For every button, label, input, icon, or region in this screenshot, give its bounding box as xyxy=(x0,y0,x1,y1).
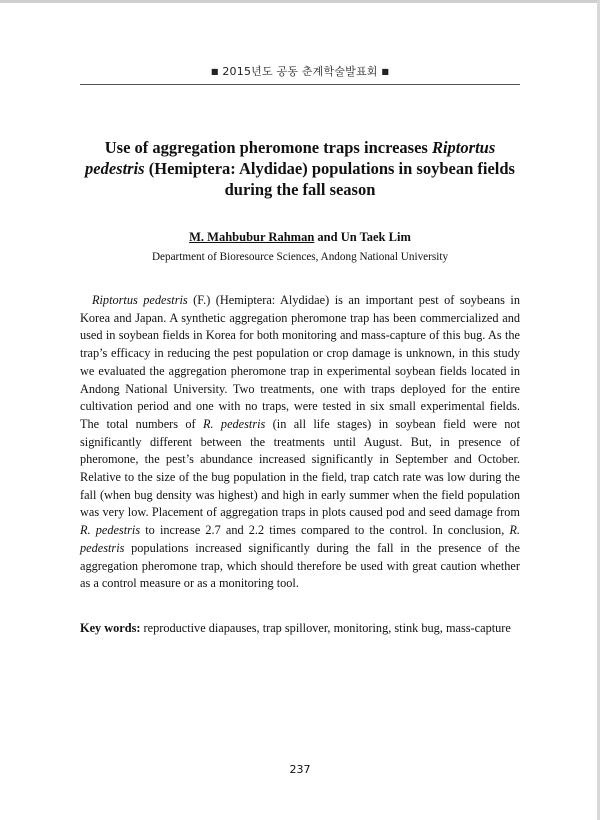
affiliation: Department of Bioresource Sciences, Andong National University xyxy=(151,251,449,263)
abstract-species-abbr-2: R. pedestris xyxy=(80,523,141,538)
presenting-author: M. Mahbubur Rahman xyxy=(189,230,315,244)
paper-title xyxy=(80,137,520,200)
author-connector: and xyxy=(314,230,341,244)
author-line xyxy=(80,230,520,245)
header-marker-right: ■ xyxy=(381,67,390,76)
abstract-text-2: (in all life stages) in soybean field were not significantly different between the treatments until August. But, in presence of pheromone, the pest’s abundance increased significantly in September and October. Relative to the size of the bug population in the field, trap catch rate was low during the fall (when bug density was highest) and high in early summer when the field population was very low. Placement of aggregation traps in plots caused pod and seed damage from xyxy=(80,416,520,520)
second-author: Un Taek Lim xyxy=(340,230,411,244)
abstract-body xyxy=(80,292,520,593)
keywords xyxy=(80,620,520,637)
header-rule xyxy=(80,84,520,85)
page-number: 237 xyxy=(289,763,311,776)
keywords-label: Key words: xyxy=(80,621,141,635)
abstract-text-1: (F.) (Hemiptera: Alydidae) is an important pest of soybeans in Korea and Japan. A synthetic aggregation pheromone trap has been commercialized and used in soybean fields in Korea for both monitoring and mass-capture of this bug. As the trap’s efficacy in reducing the pest population or crop damage is unknown, in this study we evaluated the aggregation pheromone trap in experimental soybean fields located in Andong National University. Two treatments, one with traps deployed for the entire cultivation period and one with no traps, were tested in six small experimental fields. The total numbers of xyxy=(80,293,520,431)
header-text: 2015년도 공동 춘계학술발표회 xyxy=(222,65,378,78)
header-marker-left: ■ xyxy=(210,67,219,76)
abstract-species-abbr-3: R. pedestris xyxy=(80,523,520,555)
page-top-edge xyxy=(0,0,600,3)
title-text-1: Use of aggregation pheromone traps increases xyxy=(104,138,432,157)
abstract-species-abbr-1: R. pedestris xyxy=(202,416,266,431)
abstract-species: Riptortus pedestris xyxy=(92,293,188,307)
title-species: Riptortus pedestris xyxy=(85,138,496,178)
abstract-text-4: populations increased significantly during the fall in the presence of the aggregation pheromone trap, which should therefore be used with great caution whether as a control measure or as a monitoring tool. xyxy=(80,540,520,591)
title-text-2: (Hemiptera: Alydidae) populations in soybean fields during the fall season xyxy=(144,159,515,199)
abstract-text-3: to increase 2.7 and 2.2 times compared to the control. In conclusion, xyxy=(140,523,510,538)
running-header xyxy=(80,63,520,79)
keywords-text: reproductive diapauses, trap spillover, monitoring, stink bug, mass-capture xyxy=(140,621,511,635)
